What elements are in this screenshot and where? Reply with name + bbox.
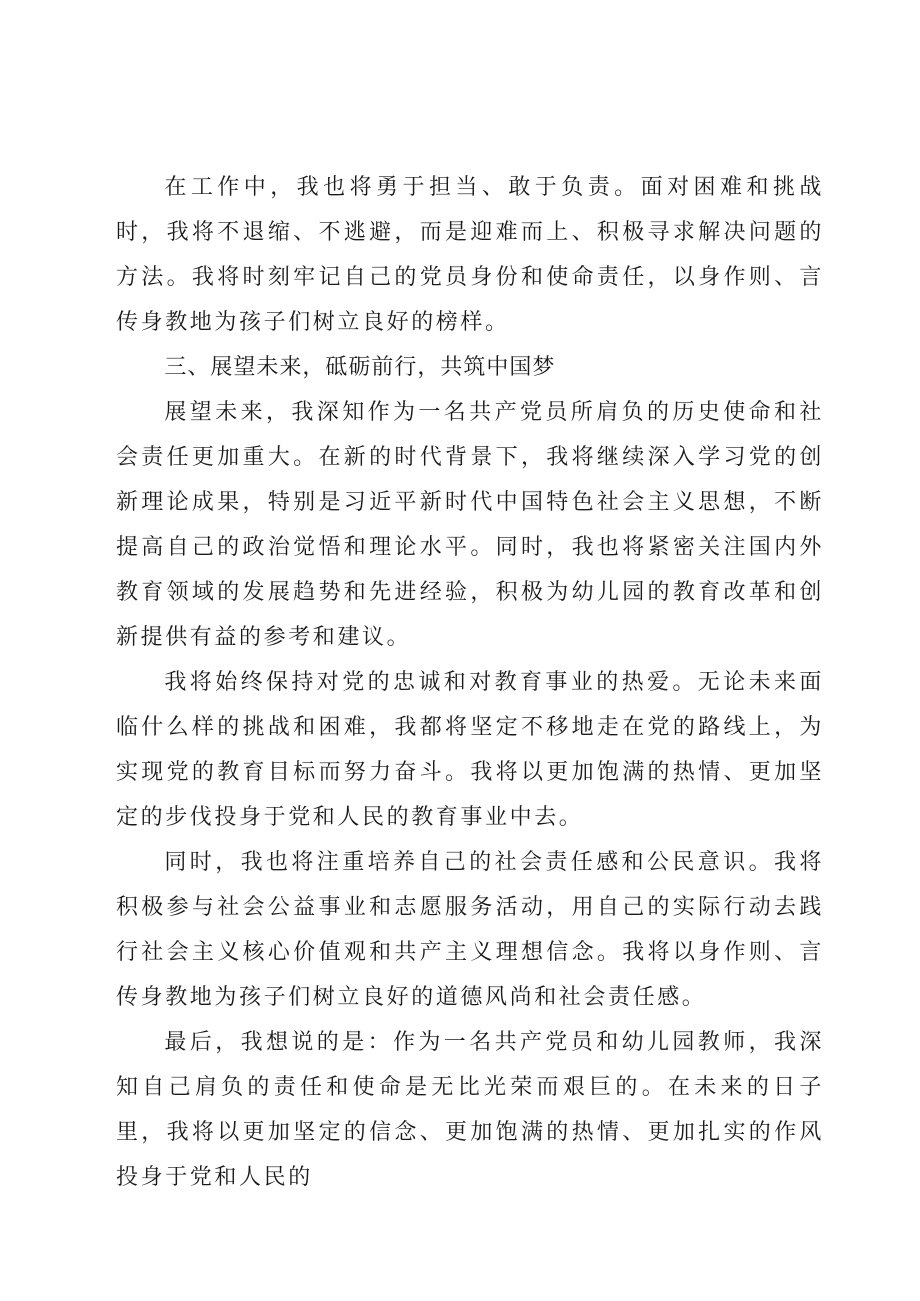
paragraph-social-responsibility: 同时，我也将注重培养自己的社会责任感和公民意识。我将积极参与社会公益事业和志愿服务活动，用自己的实际行动去践行社会主义核心价值观和共产主义理想信念。我将以身作则、言传身教地为孩子们树立良好的道德风尚和社会责任感。 bbox=[116, 850, 824, 1010]
paragraph-future-outlook: 展望未来，我深知作为一名共产党员所肩负的历史使命和社会责任更加重大。在新的时代背景下，我将继续深入学习党的创新理论成果，特别是习近平新时代中国特色社会主义思想，不断提高自己的政治觉悟和理论水平。同时，我也将紧密关注国内外教育领域的发展趋势和先进经验，积极为幼儿园的教育改革和创新提供有益的参考和建议。 bbox=[116, 400, 824, 650]
section-heading: 三、展望未来，砥砺前行，共筑中国梦 bbox=[164, 355, 556, 380]
document-body bbox=[116, 165, 824, 1200]
paragraph-conclusion: 最后，我想说的是：作为一名共产党员和幼儿园教师，我深知自己肩负的责任和使命是无比光荣而艰巨的。在未来的日子里，我将以更加坚定的信念、更加饱满的热情、更加扎实的作风投身于党和人民的 bbox=[116, 1030, 824, 1190]
paragraph-work-responsibility: 在工作中，我也将勇于担当、敢于负责。面对困难和挑战时，我将不退缩、不逃避，而是迎难而上、积极寻求解决问题的方法。我将时刻牢记自己的党员身份和使命责任，以身作则、言传身教地为孩子们树立良好的榜样。 bbox=[116, 175, 824, 335]
paragraph-loyalty: 我将始终保持对党的忠诚和对教育事业的热爱。无论未来面临什么样的挑战和困难，我都将坚定不移地走在党的路线上，为实现党的教育目标而努力奋斗。我将以更加饱满的热情、更加坚定的步伐投身于党和人民的教育事业中去。 bbox=[116, 670, 824, 830]
